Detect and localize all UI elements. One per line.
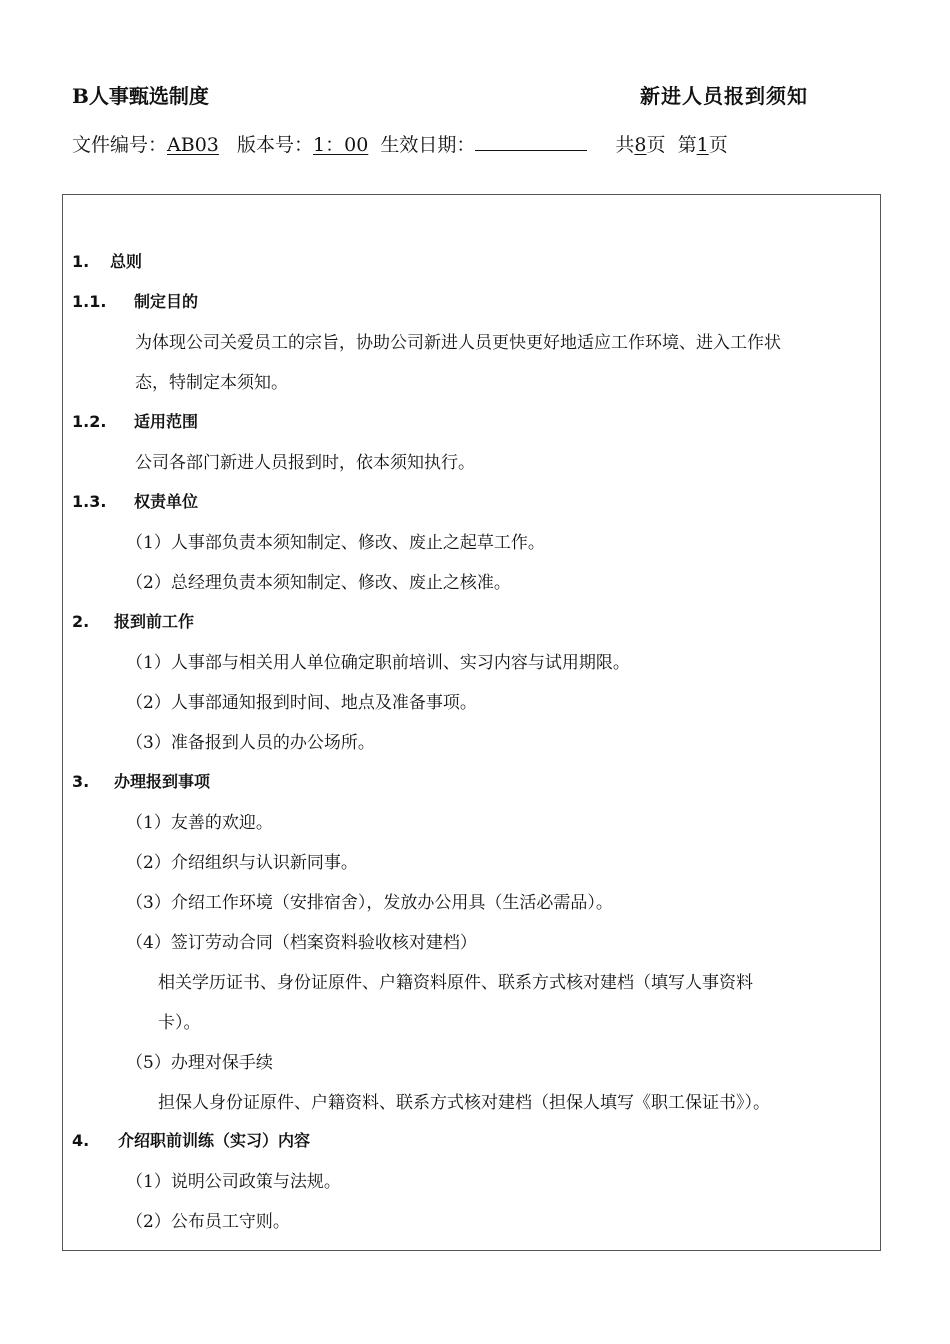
- list-item: （1）说明公司政策与法规。: [126, 1172, 341, 1192]
- list-item: （4）签订劳动合同（档案资料验收核对建档）: [126, 933, 477, 953]
- page-number: 1: [696, 134, 709, 156]
- paragraph-line: 卡）。: [158, 1013, 201, 1033]
- version-label: 版本号：: [237, 134, 314, 156]
- paragraph-line: 相关学历证书、身份证原件、户籍资料原件、联系方式核对建档（填写人事资料: [158, 973, 753, 993]
- total-prefix: 共: [615, 134, 635, 156]
- list-item: （5）办理对保手续: [126, 1053, 273, 1073]
- list-item: （3）介绍工作环境（安排宿舍），发放办公用具（生活必需品）。: [126, 893, 613, 913]
- doc-series-title: B人事甄选制度: [72, 84, 209, 108]
- list-item: （2）介绍组织与认识新同事。: [126, 853, 358, 873]
- doc-no-label: 文件编号：: [72, 134, 168, 156]
- paragraph-line: 公司各部门新进人员报到时，依本须知执行。: [135, 453, 475, 473]
- version-value: 1：00: [313, 134, 369, 156]
- subsection-heading: 1.1. 制定目的: [72, 292, 199, 311]
- paragraph-line: 态，特制定本须知。: [135, 373, 288, 393]
- section-heading: 1. 总则: [72, 252, 143, 271]
- list-item: （3）准备报到人员的办公场所。: [126, 733, 375, 753]
- list-item: （1）人事部与相关用人单位确定职前培训、实习内容与试用期限。: [126, 653, 630, 673]
- paragraph-line: 为体现公司关爱员工的宗旨，协助公司新进人员更快更好地适应工作环境、进入工作状: [135, 333, 781, 353]
- total-suffix: 页: [646, 134, 666, 156]
- doc-no: AB03: [167, 134, 219, 156]
- list-item: （1）人事部负责本须知制定、修改、废止之起草工作。: [126, 533, 545, 553]
- list-item: （1）友善的欢迎。: [126, 813, 273, 833]
- paragraph-line: 担保人身份证原件、户籍资料、联系方式核对建档（担保人填写《职工保证书》）。: [158, 1093, 770, 1113]
- doc-meta-line: [72, 130, 728, 157]
- section-heading: 4. 介绍职前训练（实习）内容: [72, 1131, 311, 1150]
- page-suffix: 页: [708, 134, 728, 156]
- subsection-heading: 1.2. 适用范围: [72, 412, 199, 431]
- subsection-heading: 1.3. 权责单位: [72, 492, 199, 511]
- page-prefix: 第: [677, 134, 697, 156]
- effective-date-blank: [475, 134, 587, 151]
- effective-date-label: 生效日期：: [380, 134, 476, 156]
- list-item: （2）总经理负责本须知制定、修改、废止之核准。: [126, 573, 511, 593]
- list-item: （2）公布员工守则。: [126, 1212, 290, 1232]
- section-heading: 2. 报到前工作: [72, 612, 195, 631]
- section-heading: 3. 办理报到事项: [72, 772, 211, 791]
- list-item: （2）人事部通知报到时间、地点及准备事项。: [126, 693, 477, 713]
- doc-title: 新进人员报到须知: [640, 84, 808, 108]
- total-pages: 8: [634, 134, 647, 156]
